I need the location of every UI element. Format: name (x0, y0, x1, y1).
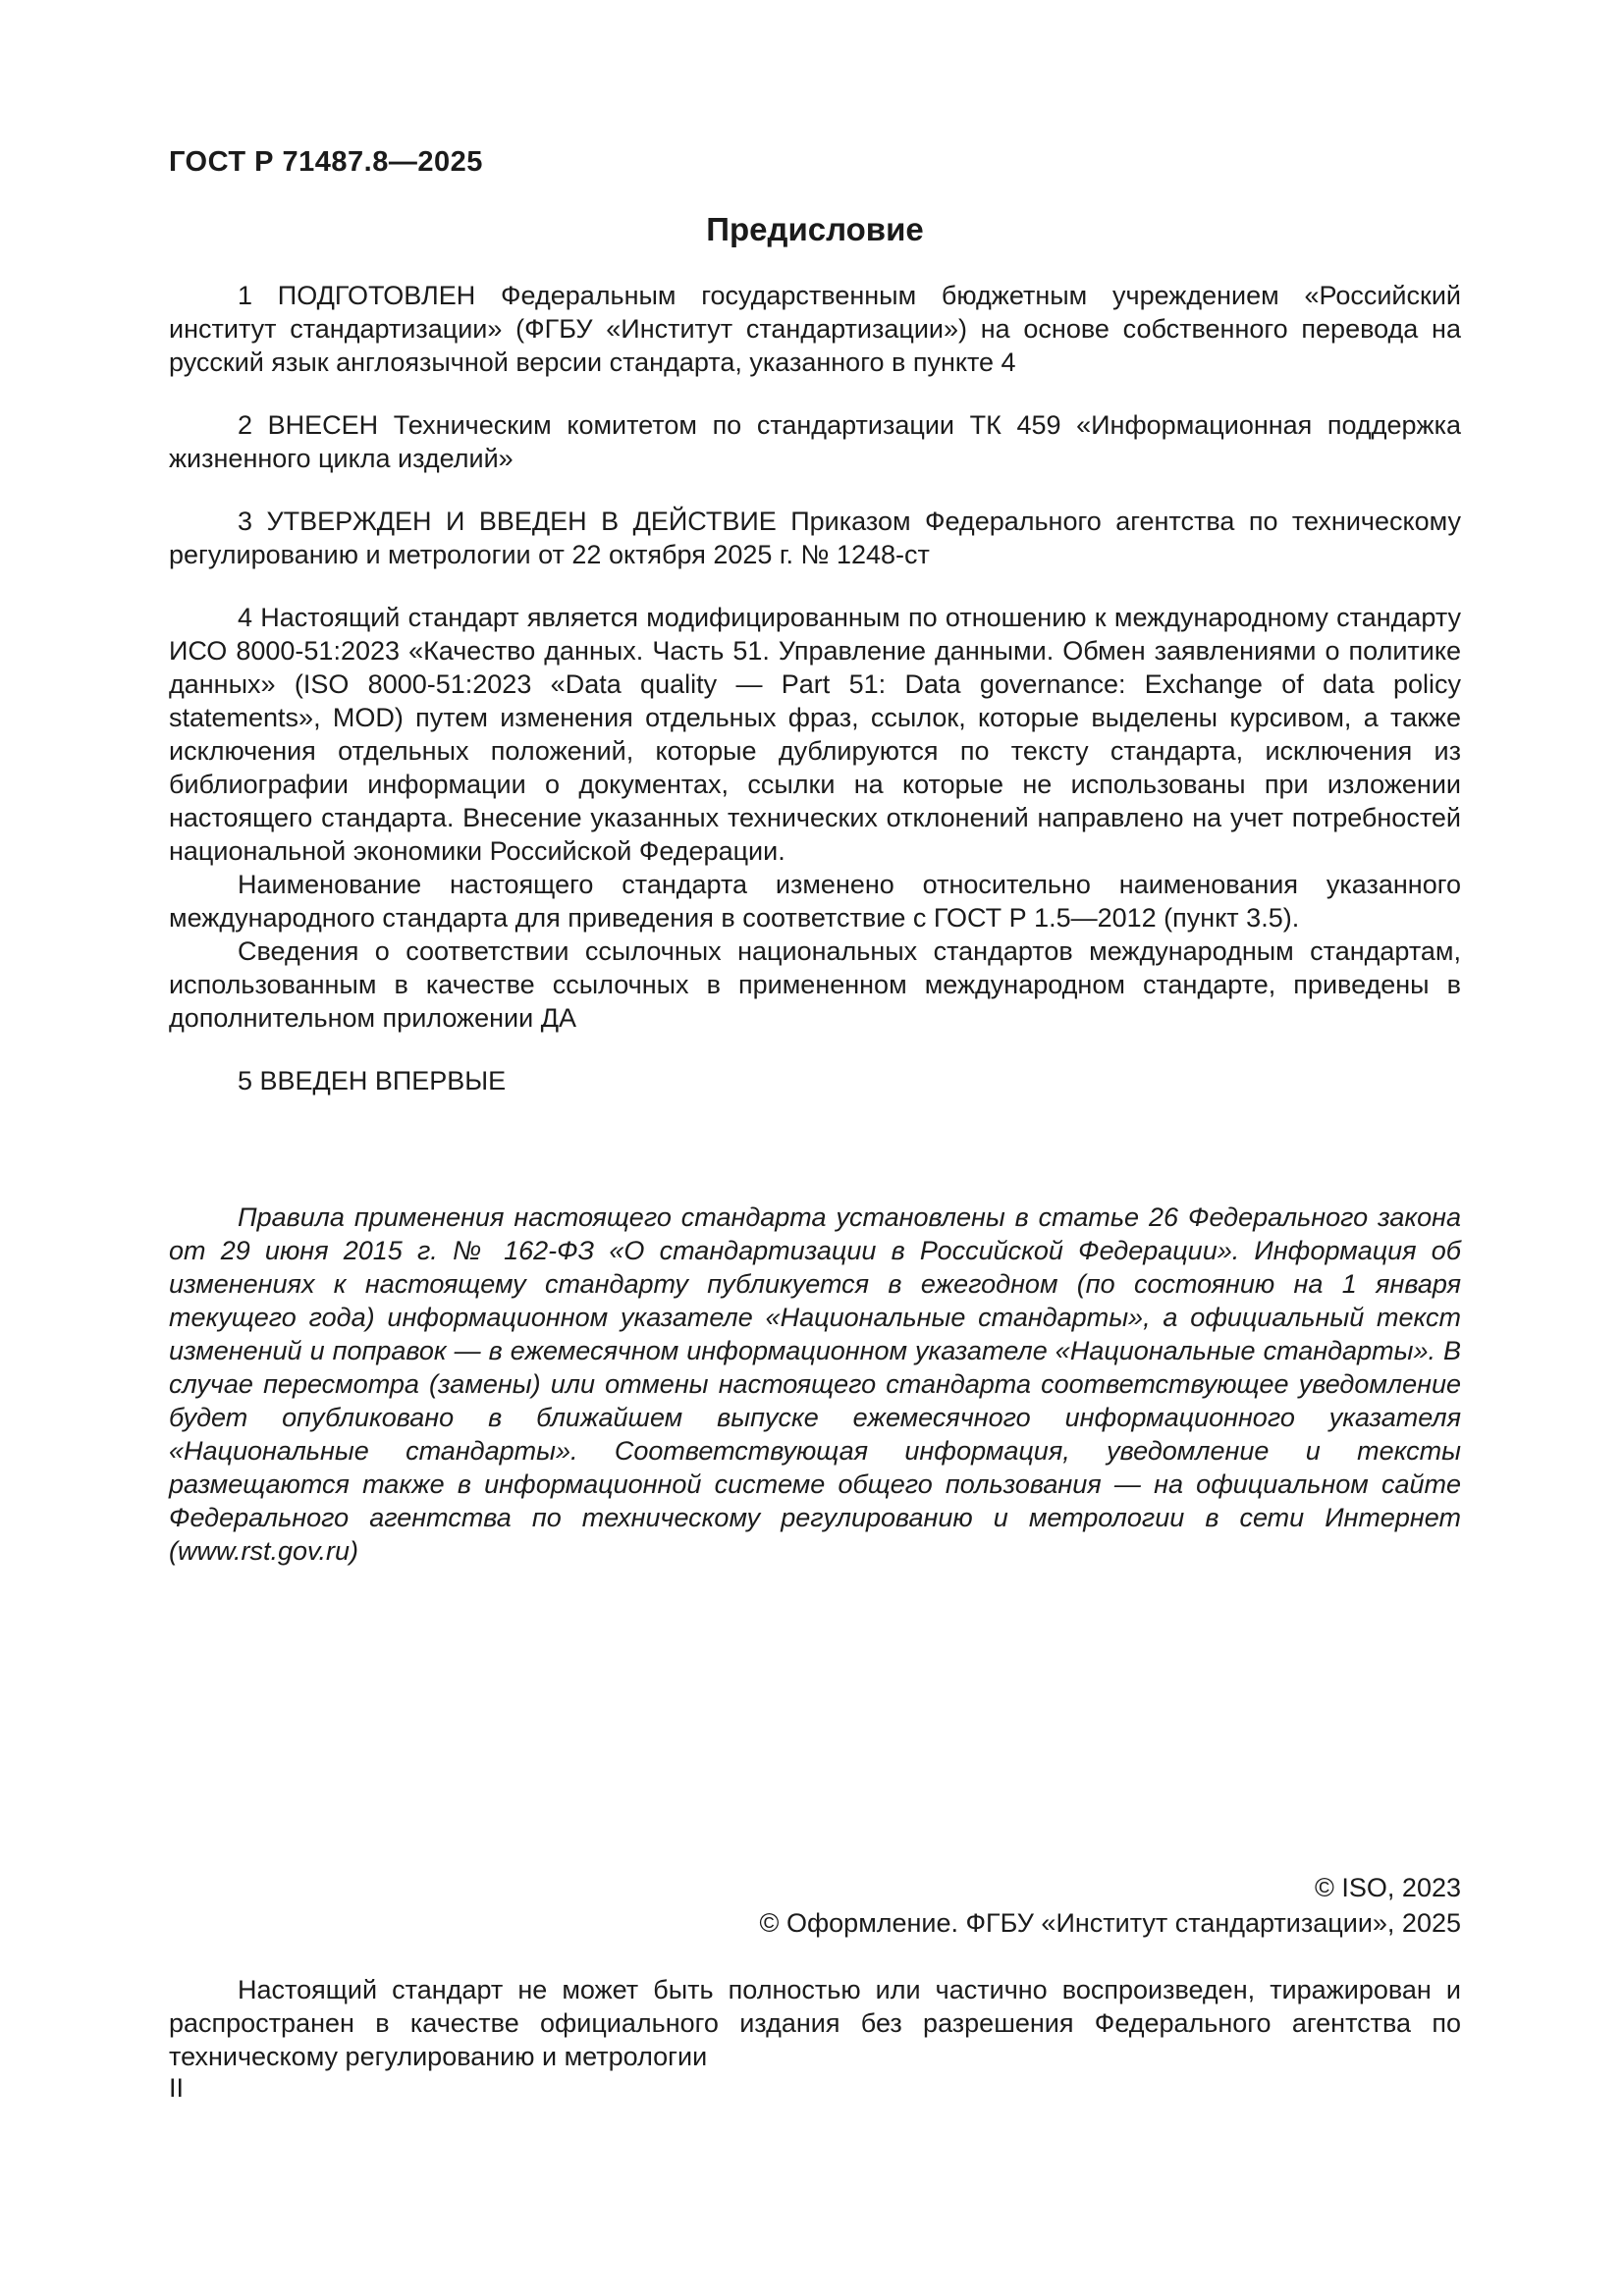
foreword-clause-2: 2 ВНЕСЕН Техническим комитетом по стандартизации ТК 459 «Информационная поддержка жизненного цикла изделий» (169, 410, 1461, 473)
copyright-design: © Оформление. ФГБУ «Институт стандартизации», 2025 (759, 1908, 1461, 1938)
application-rules-notice: Правила применения настоящего стандарта установлены в статье 26 Федерального закона от 29 июня 2015 г. № 162-ФЗ «О стандартизации в Российской Федерации». Информация об изменениях к настоящему стандарту публикуется в ежегодном (по состоянию на 1 января текущего года) информационном указателе «Национальные стандарты», а официальный текст изменений и поправок — в ежемесячном информационном указателе «Национальные стандарты». В случае пересмотра (замены) или отмены настоящего стандарта соответствующее уведомление будет опубликовано в ближайшем выпуске ежемесячного информационного указателя «Национальные стандарты». Соответствующая информация, уведомление и тексты размещаются также в информационной системе общего пользования — на официальном сайте Федерального агентства по техническому регулированию и метрологии в сети Интернет (www.rst.gov.ru) (169, 1202, 1461, 1566)
foreword-clause-4-reference-info: Сведения о соответствии ссылочных национальных стандартов международным стандартам, использованным в качестве ссылочных в примененном международном стандарте, приведены в дополнительном приложении ДА (169, 936, 1461, 1033)
document-code: ГОСТ Р 71487.8—2025 (169, 146, 483, 178)
foreword-clause-4-name-change: Наименование настоящего стандарта изменено относительно наименования указанного международного стандарта для приведения в соответствие с ГОСТ Р 1.5—2012 (пункт 3.5). (169, 870, 1461, 933)
foreword-clause-1: 1 ПОДГОТОВЛЕН Федеральным государственным бюджетным учреждением «Российский институт стандартизации» (ФГБУ «Институт стандартизации») на основе собственного перевода на русский язык англоязычной версии стандарта, указанного в пункте 4 (169, 281, 1461, 377)
foreword-clause-3: 3 УТВЕРЖДЕН И ВВЕДЕН В ДЕЙСТВИЕ Приказом Федерального агентства по техническому регулированию и метрологии от 22 октября 2025 г. № 1248-ст (169, 507, 1461, 569)
reproduction-notice: Настоящий стандарт не может быть полностью или частично воспроизведен, тиражирован и распространен в качестве официального издания без разрешения Федерального агентства по техническому регулированию и метрологии (169, 1975, 1461, 2071)
page-number: II (169, 2073, 185, 2103)
reproduction-notice-block (169, 1973, 1461, 2073)
foreword-clause-5: 5 ВВЕДЕН ВПЕРВЫЕ (238, 1066, 507, 1095)
foreword-clause-4-main: 4 Настоящий стандарт является модифицированным по отношению к международному стандарту ИСО 8000-51:2023 «Качество данных. Часть 51. Управление данными. Обмен заявлениями о политике данных» (ISO 8000-51:2023 «Data quality — Part 51: Data governance: Exchange of data policy statements», MOD) путем изменения отдельных фраз, ссылок, которые выделены курсивом, а также исключения отдельных положений, которые дублируются по тексту стандарта, исключения из библиографии информации о документах, ссылки на которые не использованы при изложении настоящего стандарта. Внесение указанных технических отклонений направлено на учет потребностей национальной экономики Российской Федерации. (169, 603, 1461, 866)
main-content (169, 145, 1461, 1568)
page-title: Предисловие (706, 211, 924, 247)
copyright-iso: © ISO, 2023 (1315, 1873, 1461, 1902)
copyright-block (760, 1870, 1461, 1941)
